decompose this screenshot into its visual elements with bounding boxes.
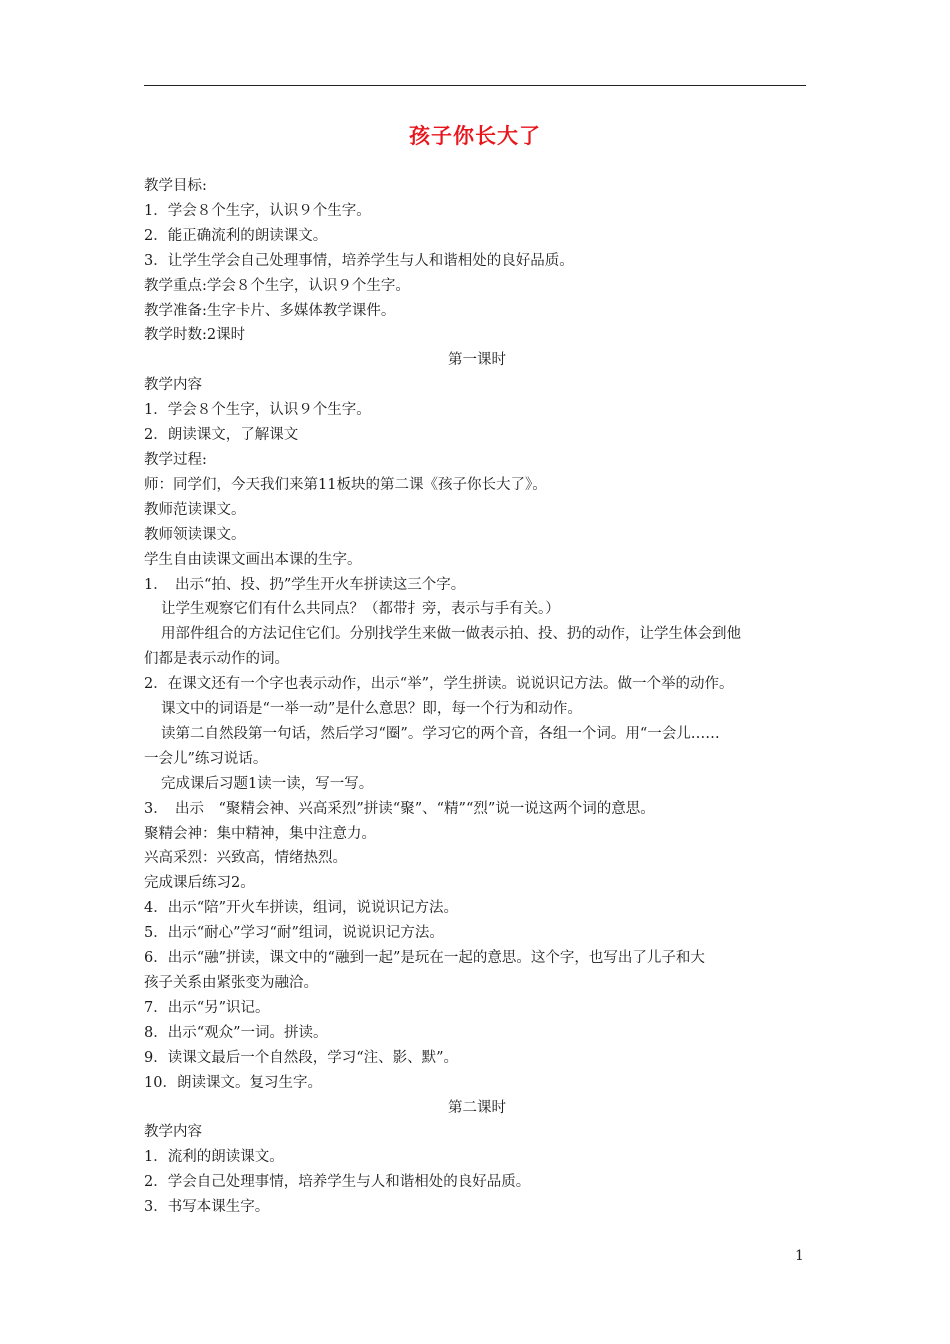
section-heading: 第二课时 (448, 1099, 506, 1116)
section-heading: 第一课时 (448, 352, 506, 369)
text-line: 8．出示“观众”一词。拼读。 (144, 1024, 328, 1041)
text-line: 1．学会８个生字，认识９个生字。 (144, 202, 371, 219)
text-line: 师：同学们，今天我们来第11板块的第二课《孩子你长大了》。 (144, 476, 547, 493)
document-title: 孩子你长大了 (409, 124, 541, 148)
document-body (144, 174, 810, 1220)
text-line: 孩子关系由紧张变为融洽。 (144, 975, 318, 991)
text-line: 1． 出示“拍、投、扔”学生开火车拼读这三个字。 (144, 576, 466, 593)
text-line: 们都是表示动作的词。 (144, 651, 289, 668)
text-line: 教师领读课文。 (144, 526, 246, 543)
text-line: 教学重点:学会８个生字，认识９个生字。 (144, 277, 410, 294)
text-line: 用部件组合的方法记住它们。分别找学生来做一做表示拍、投、扔的动作，让学生体会到他 (161, 626, 741, 643)
text-line: 7．出示“另”识记。 (144, 999, 270, 1016)
text-line: 3．让学生学会自己处理事情，培养学生与人和谐相处的良好品质。 (144, 252, 574, 269)
text-line: 10．朗读课文。复习生字。 (144, 1074, 322, 1091)
text-line: 2．在课文还有一个字也表示动作，出示“举”，学生拼读。说说识记方法。做一个举的动作。 (144, 676, 734, 693)
text-line: 2．朗读课文，了解课文 (144, 427, 299, 444)
text-line: 2．能正确流利的朗读课文。 (144, 227, 328, 244)
text-line: 一会儿”练习说话。 (144, 750, 268, 767)
text-line: 教学内容 (144, 1124, 202, 1141)
text-line: 1．学会８个生字，认识９个生字。 (144, 402, 371, 419)
text-line: 兴高采烈：兴致高，情绪热烈。 (144, 850, 347, 867)
text-line: 教学时数:2课时 (144, 327, 246, 344)
text-line: 课文中的词语是“一举一动”是什么意思？即，每一个行为和动作。 (161, 701, 582, 718)
text-line: 6．出示“融”拼读，课文中的“融到一起”是玩在一起的意思。这个字，也写出了儿子和大 (144, 950, 705, 967)
text-line: 2．学会自己处理事情，培养学生与人和谐相处的良好品质。 (144, 1174, 531, 1191)
text-line: 学生自由读课文画出本课的生字。 (144, 551, 362, 568)
text-line: 教学准备:生字卡片、多媒体教学课件。 (144, 302, 396, 319)
text-line: 1．流利的朗读课文。 (144, 1149, 284, 1166)
text-line: 3． 出示 “聚精会神、兴高采烈”拼读“聚”、“精”“烈”说一说这两个词的意思。 (144, 800, 655, 817)
text-line: 4．出示“陪”开火车拼读，组词，说说识记方法。 (144, 900, 459, 917)
text-line: 9．读课文最后一个自然段，学习“注、影、默”。 (144, 1049, 459, 1066)
text-line: 教学过程: (144, 451, 207, 468)
text-line: 聚精会神：集中精神，集中注意力。 (144, 825, 376, 842)
text-line: 3．书写本课生字。 (144, 1199, 270, 1216)
text-line: 完成课后练习2。 (144, 875, 255, 892)
header-rule (144, 85, 806, 86)
page-number: 1 (795, 1248, 804, 1264)
text-line: 让学生观察它们有什么共同点？（都带扌旁，表示与手有关。） (161, 601, 560, 618)
text-line: 教学目标: (144, 178, 207, 194)
text-line: 5．出示“耐心”学习“耐”组词，说说识记方法。 (144, 925, 444, 942)
text-line: 读第二自然段第一句话，然后学习“圈”。学习它的两个音，各组一个词。用“一会儿…… (161, 725, 720, 742)
text-line: 教学内容 (144, 377, 202, 394)
text-line: 教师范读课文。 (144, 501, 246, 518)
text-line: 完成课后习题1读一读，写一写。 (161, 775, 374, 792)
